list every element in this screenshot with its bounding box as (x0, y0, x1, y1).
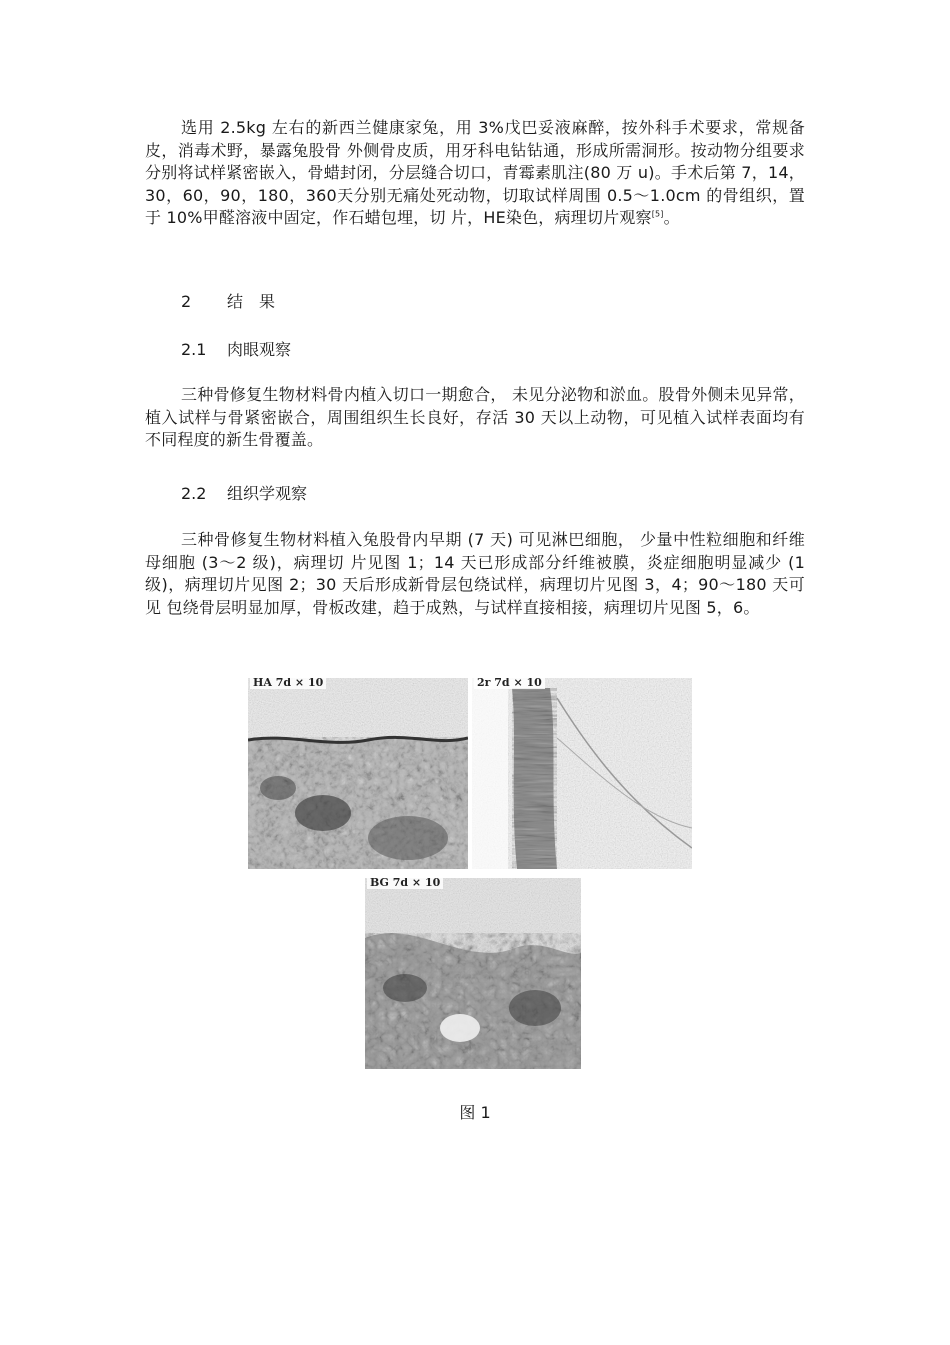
subsection-heading-gross (181, 339, 291, 361)
micrograph-label: BG 7d × 10 (367, 878, 443, 889)
subsection-title: 组织学观察 (227, 484, 308, 503)
methods-citation: [5] (651, 210, 664, 220)
subsection-number: 2.1 (181, 340, 207, 359)
section-number: 2 (181, 292, 192, 311)
subsection-title: 肉眼观察 (227, 340, 292, 359)
micrograph-bottom-image (365, 878, 581, 1069)
section-heading-results (181, 291, 275, 313)
micrograph-bottom (365, 878, 581, 1069)
micrograph-label: HA 7d × 10 (250, 678, 326, 689)
subsection-heading-histo (181, 483, 307, 505)
gross-paragraph: 三种骨修复生物材料骨内植入切口一期愈合， 未见分泌物和淤血。股骨外侧未见异常，植入试样与骨紧密嵌合，周围组织生长良好，存活 30 天以上动物，可见植入试样表面均有不同程度的新生骨覆盖。 (145, 385, 805, 450)
micrograph-label: 2r 7d × 10 (474, 678, 545, 689)
micrograph-right-image (472, 678, 692, 869)
methods-end: 。 (663, 208, 680, 228)
figure-caption: 图 1 (459, 1103, 491, 1122)
histology-paragraph: 三种骨修复生物材料植入兔股骨内早期 (7 天) 可见淋巴细胞， 少量中性粒细胞和纤维母细胞 (3～2 级)，病理切 片见图 1；14 天已形成部分纤维被膜，炎症细胞明显减少 (1 级)，病理切片见图 2；30 天后形成新骨层包绕试样，病理切片见图 3，4；90～180 天可见 包绕骨层明显加厚，骨板改建，趋于成熟，与试样直接相接，病理切片见图 5，6。 (145, 530, 805, 617)
micrograph-left-image (248, 678, 468, 869)
section-title: 结 果 (227, 292, 276, 311)
subsection-number: 2.2 (181, 484, 207, 503)
methods-text: 选用 2.5kg 左右的新西兰健康家兔，用 3%戊巴妥液麻醉，按外科手术要求，常规备皮，消毒术野，暴露兔股骨 外侧骨皮质，用牙科电钻钻通，形成所需洞形。按动物分组要求分别将试样紧密嵌入，骨蜡封闭，分层缝合切口，青霉素肌注(80 万 u)。手术后第 7，14，30，60，90，180，360天分别无痛处死动物，切取试样周围 0.5～1.0cm 的骨组织，置于 10%甲醛溶液中固定，作石蜡包埋，切 片，HE染色，病理切片观察 (145, 118, 805, 228)
micrograph-right (472, 678, 692, 869)
micrograph-left (248, 678, 468, 869)
methods-paragraph (145, 117, 805, 230)
